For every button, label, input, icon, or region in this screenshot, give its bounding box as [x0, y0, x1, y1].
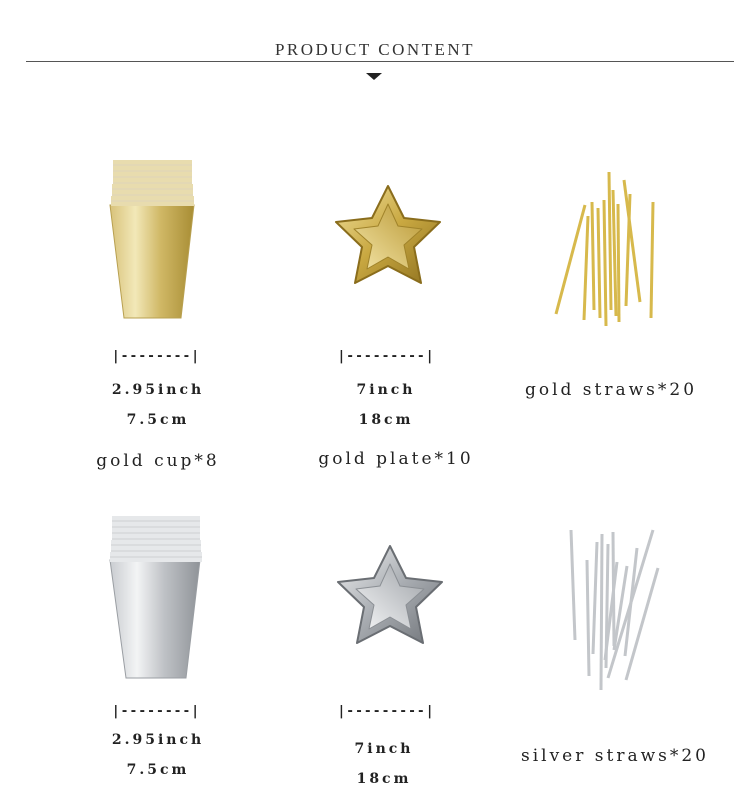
gold-cup-width-cm: 7.5cm [126, 412, 190, 428]
silver-cup-width-inch: 2.95inch [111, 732, 205, 748]
silver-plate-width-inch: 7inch [354, 741, 414, 757]
gold-straws-label: gold straws*20 [524, 380, 698, 400]
silver-straws-label: silver straws*20 [520, 746, 710, 766]
gold-plate-width-inch: 7inch [356, 382, 416, 398]
silver-star-plate [338, 546, 442, 643]
gold-star-plate [336, 186, 440, 283]
gold-straws [556, 172, 653, 326]
silver-straws [571, 530, 658, 690]
gold-plate-label: gold plate*10 [318, 449, 474, 469]
gold-plate-width-ruler: |---------| [337, 349, 435, 364]
gold-cup-width-ruler: |--------| [111, 349, 201, 364]
silver-cup-width-ruler: |--------| [111, 704, 201, 719]
gold-cup-label: gold cup*8 [96, 451, 220, 471]
gold-plate-width-cm: 18cm [358, 412, 414, 428]
silver-plate-width-ruler: |---------| [337, 704, 435, 719]
silver-cup-stack [110, 518, 202, 678]
gold-cup-width-inch: 2.95inch [111, 382, 205, 398]
section-title: PRODUCT CONTENT [274, 40, 476, 59]
silver-cup-width-cm: 7.5cm [126, 762, 190, 778]
gold-cup-stack [110, 162, 194, 318]
silver-plate-width-cm: 18cm [356, 771, 412, 787]
